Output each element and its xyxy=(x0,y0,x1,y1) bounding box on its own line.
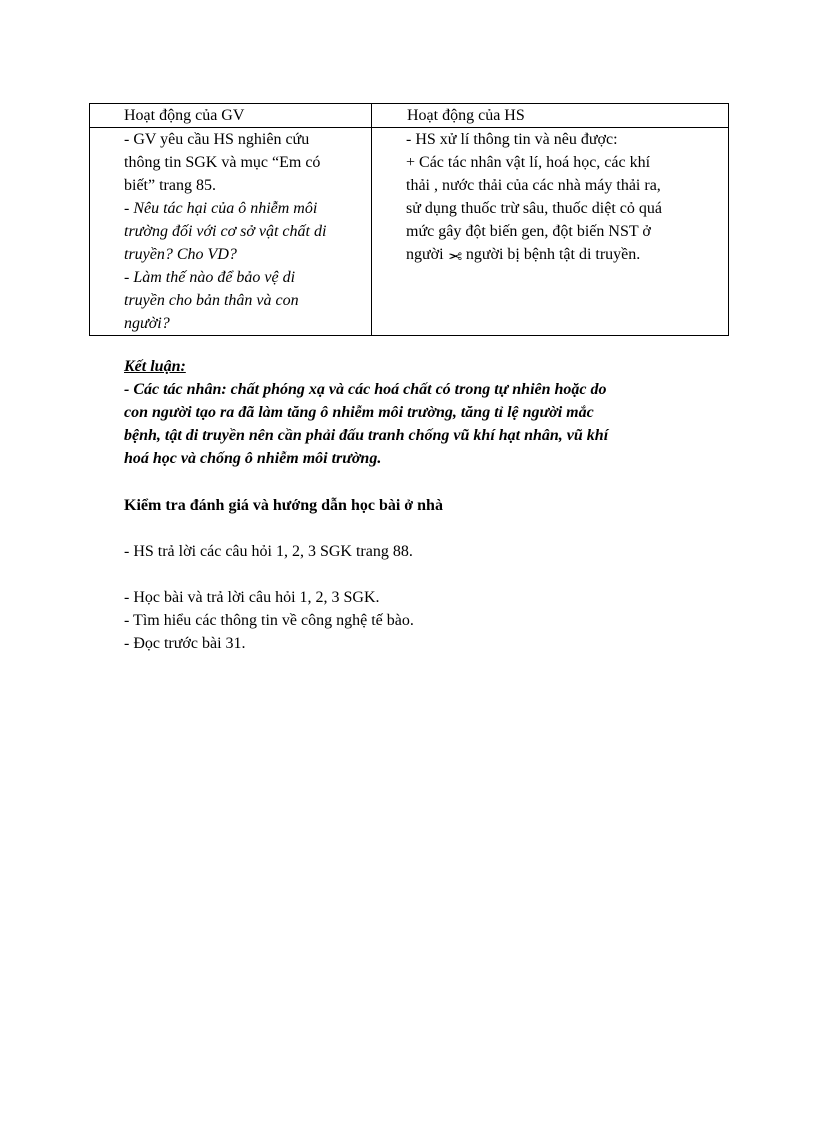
hs-line: mức gây đột biến gen, đột biến NST ở xyxy=(406,223,651,240)
header-hs-cell xyxy=(372,104,729,128)
table-header-row xyxy=(90,104,729,128)
header-gv: Hoạt động của GV xyxy=(124,107,245,124)
gv-question-line: - Làm thế nào để bảo vệ di xyxy=(124,269,296,286)
gv-line: thông tin SGK và mục “Em có xyxy=(124,154,321,171)
gv-question-line: trường đối với cơ sở vật chất di xyxy=(124,223,327,240)
hs-line-last xyxy=(406,243,714,266)
hs-line: sử dụng thuốc trừ sâu, thuốc diệt cỏ quá xyxy=(406,200,662,217)
scissors-icon: ✂ xyxy=(447,245,462,265)
conclusion-line: con người tạo ra đã làm tăng ô nhiễm môi trường, tăng tỉ lệ người mắc xyxy=(124,404,594,421)
header-hs: Hoạt động của HS xyxy=(407,107,525,124)
conclusion-block xyxy=(124,355,724,470)
assessment-title: Kiểm tra đánh giá và hướng dẫn học bài ở nhà xyxy=(124,497,443,514)
gv-question-line: người? xyxy=(124,315,170,332)
hs-line: + Các tác nhân vật lí, hoá học, các khí xyxy=(406,154,651,171)
assessment-item: - Học bài và trả lời câu hỏi 1, 2, 3 SGK. xyxy=(124,589,380,606)
assessment-item: - Đọc trước bài 31. xyxy=(124,635,246,652)
gv-line: - GV yêu cầu HS nghiên cứu xyxy=(124,131,310,148)
assessment-item: - Tìm hiểu các thông tin về công nghệ tế bào. xyxy=(124,612,414,629)
hs-line: thải , nước thải của các nhà máy thải ra, xyxy=(406,177,661,194)
conclusion-line: hoá học và chống ô nhiễm môi trường. xyxy=(124,450,382,467)
header-gv-cell xyxy=(90,104,372,128)
gv-question-line: truyền? Cho VD? xyxy=(124,246,237,263)
gv-activity-cell xyxy=(90,128,372,336)
gv-question-line: truyền cho bản thân và con xyxy=(124,292,299,309)
table-row xyxy=(90,128,729,336)
gv-question-line: - Nêu tác hại của ô nhiễm môi xyxy=(124,200,318,217)
assessment-item: - HS trả lời các câu hỏi 1, 2, 3 SGK trang 88. xyxy=(124,543,413,560)
conclusion-line: bệnh, tật di truyền nên cần phải đấu tranh chống vũ khí hạt nhân, vũ khí xyxy=(124,427,609,444)
conclusion-title: Kết luận: xyxy=(124,358,186,375)
conclusion-line: - Các tác nhân: chất phóng xạ và các hoá chất có trong tự nhiên hoặc do xyxy=(124,381,607,398)
activity-table xyxy=(89,103,729,336)
gv-line: biết” trang 85. xyxy=(124,177,216,194)
hs-line-part: người bị bệnh tật di truyền. xyxy=(465,246,641,263)
hs-line-part: người xyxy=(406,246,444,263)
hs-activity-cell xyxy=(372,128,729,336)
hs-line: - HS xử lí thông tin và nêu được: xyxy=(406,131,618,148)
